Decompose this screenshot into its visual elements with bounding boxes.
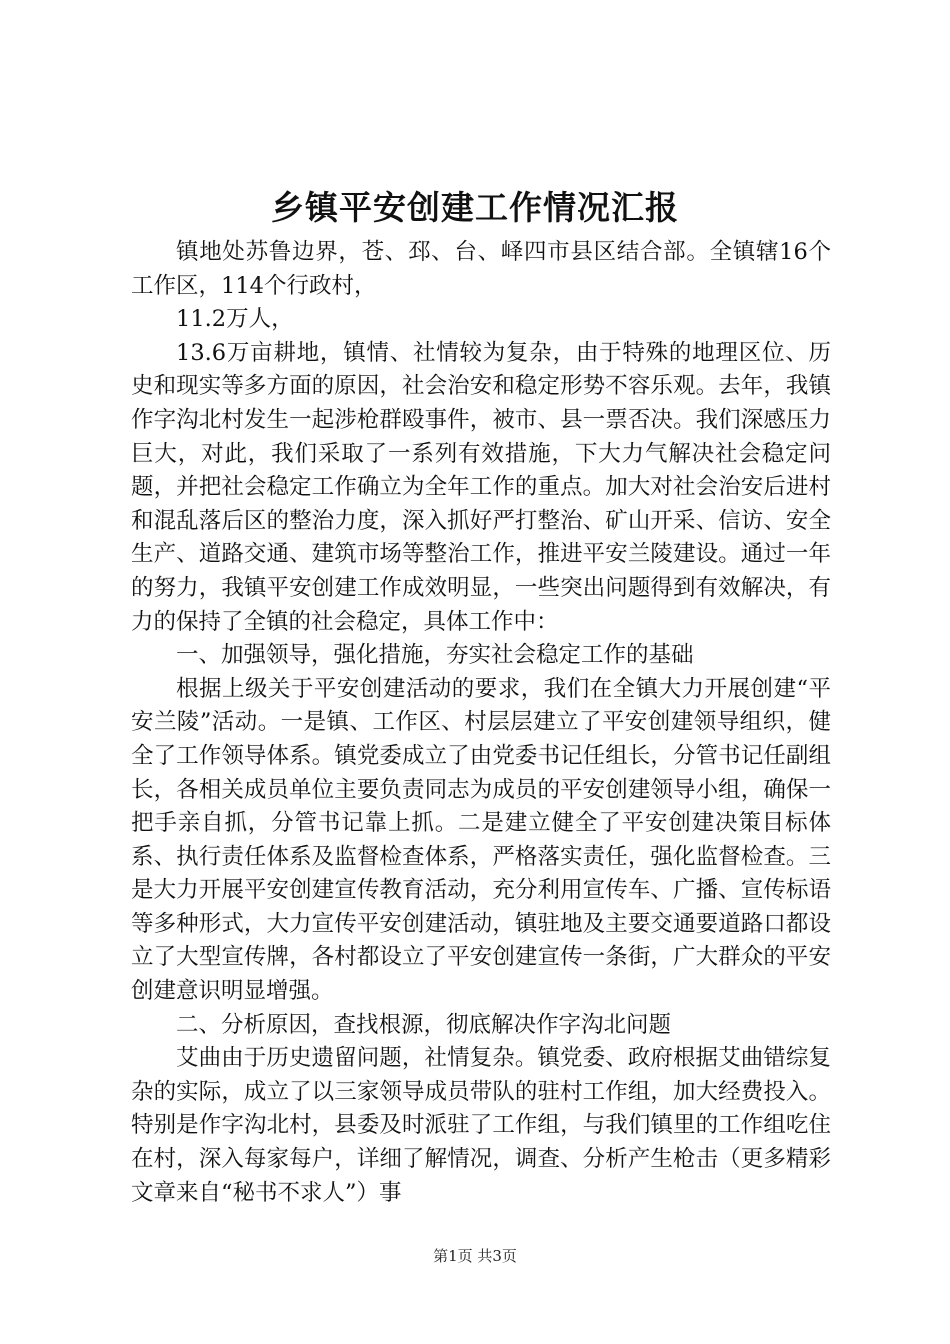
page-number-footer: 第1页 共3页 — [433, 1247, 517, 1265]
document-title: 乡镇平安创建工作情况汇报 — [271, 188, 679, 227]
section-heading-1: 一、加强领导，强化措施，夯实社会稳定工作的基础 — [176, 642, 694, 669]
paragraph-overview: 13.6万亩耕地，镇情、社情较为复杂，由于特殊的地理区位、历史和现实等多方面的原因，社会治安和稳定形势不容乐观。去年，我镇作字沟北村发生一起涉枪群殴事件，被市、县一票否决。我们深感压力巨大，对此，我们采取了一系列有效措施，下大力气解决社会稳定问题，并把社会稳定工作确立为全年工作的重点。加大对社会治安后进村和混乱落后区的整治力度，深入抓好严打整治、矿山开采、信访、安全生产、道路交通、建筑市场等整治工作，推进平安兰陵建设。通过一年的努力，我镇平安创建工作成效明显，一些突出问题得到有效解决，有力的保持了全镇的社会稳定，具体工作中： — [131, 339, 831, 635]
document-body — [131, 236, 831, 1210]
paragraph-intro: 镇地处苏鲁边界，苍、邳、台、峄四市县区结合部。全镇辖16个工作区，114个行政村， — [131, 239, 831, 299]
section-heading-2: 二、分析原因，查找根源，彻底解决作字沟北问题 — [176, 1011, 672, 1038]
paragraph-section-1: 根据上级关于平安创建活动的要求，我们在全镇大力开展创建“平安兰陵”活动。一是镇、工作区、村层层建立了平安创建领导组织，健全了工作领导体系。镇党委成立了由党委书记任组长，分管书记任副组长，各相关成员单位主要负责同志为成员的平安创建领导小组，确保一把手亲自抓，分管书记靠上抓。二是建立健全了平安创建决策目标体系、执行责任体系及监督检查体系，严格落实责任，强化监督检查。三是大力开展平安创建宣传教育活动，充分利用宣传车、广播、宣传标语等多种形式，大力宣传平安创建活动，镇驻地及主要交通要道路口都设立了大型宣传牌，各村都设立了平安创建宣传一条街，广大群众的平安创建意识明显增强。 — [131, 675, 831, 1005]
paragraph-section-2: 艾曲由于历史遗留问题，社情复杂。镇党委、政府根据艾曲错综复杂的实际，成立了以三家领导成员带队的驻村工作组，加大经费投入。特别是作字沟北村，县委及时派驻了工作组，与我们镇里的工作组吃住在村，深入每家每户，详细了解情况，调查、分析产生枪击（更多精彩文章来自“秘书不求人”）事 — [131, 1045, 831, 1206]
paragraph-population: 11.2万人， — [176, 306, 294, 333]
